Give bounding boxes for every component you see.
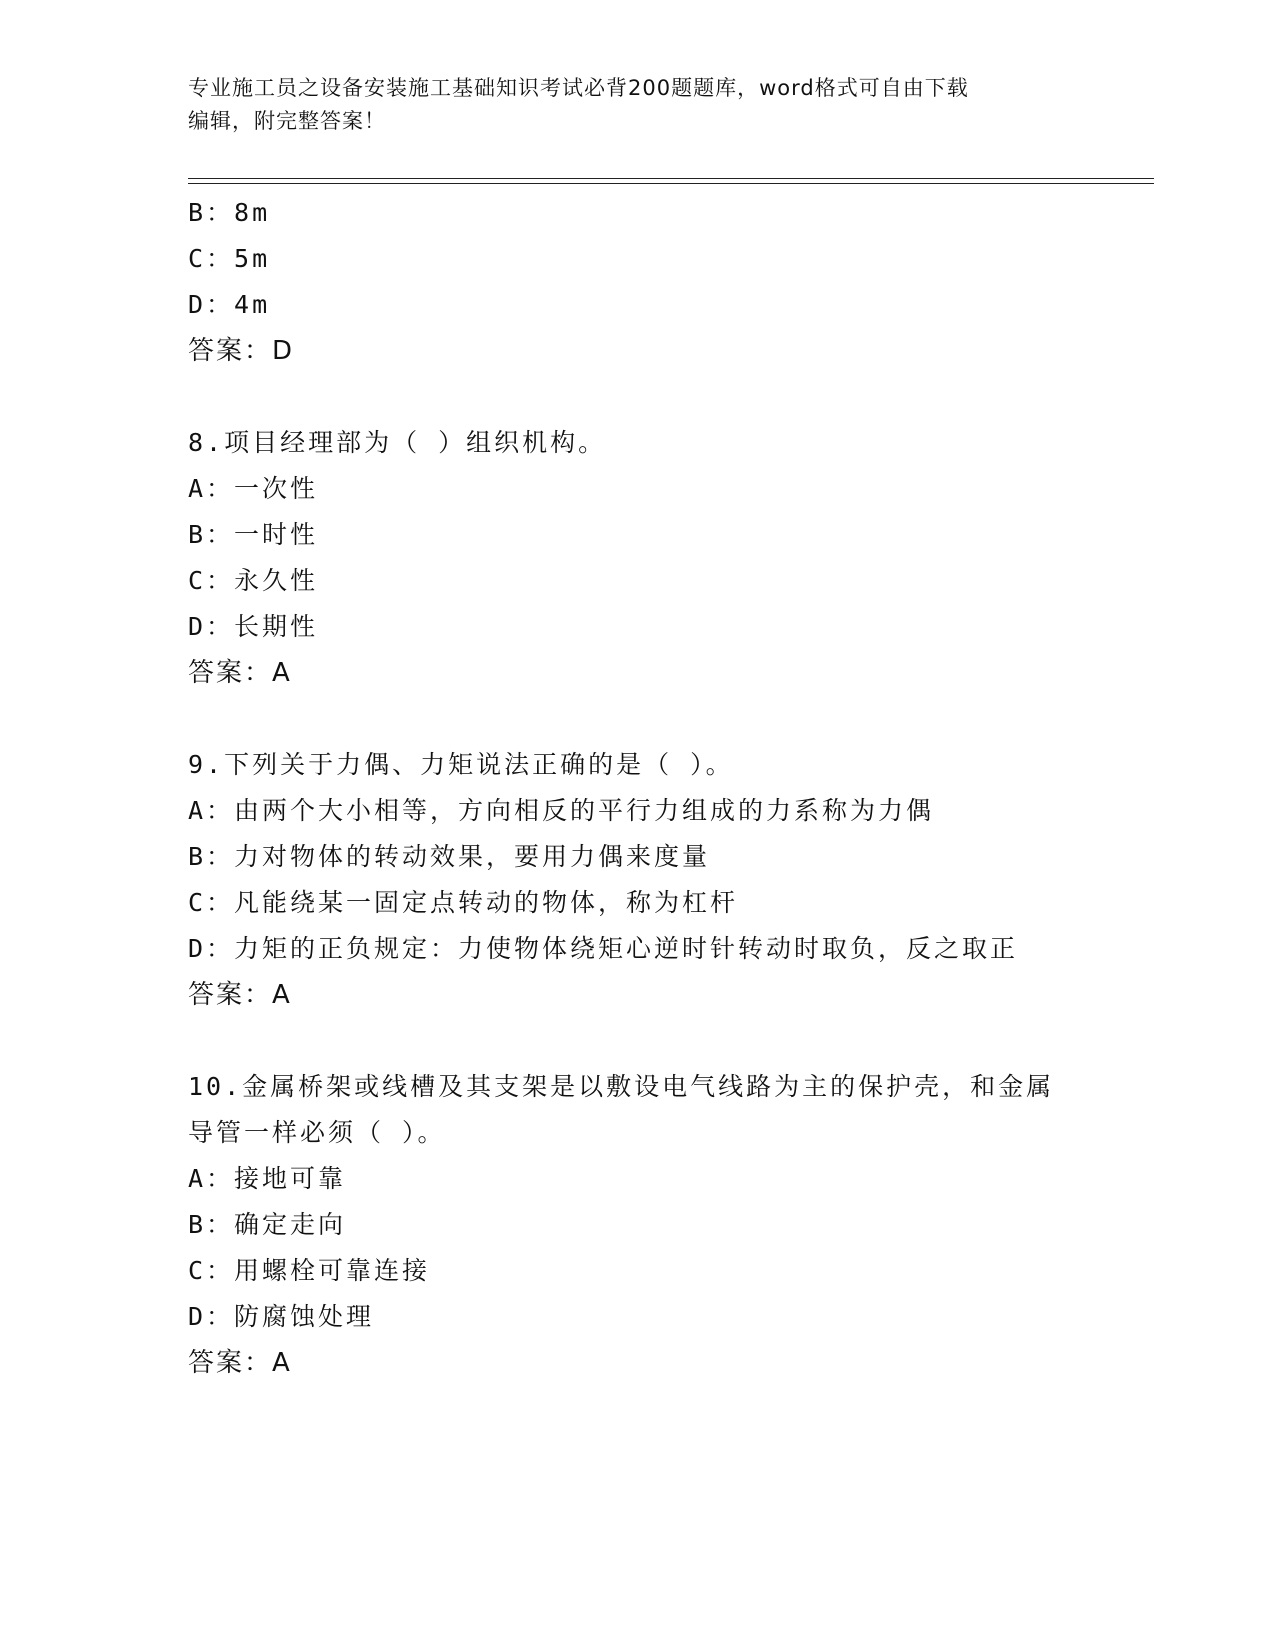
option-c: C：凡能绕某一固定点转动的物体，称为杠杆 [188,888,739,917]
question-block-8 [188,420,1088,696]
question-block-9 [188,742,1088,1018]
option-d: D：力矩的正负规定：力使物体绕矩心逆时针转动时取负，反之取正 [188,934,1019,963]
document-header [188,72,1088,138]
answer: 答案：A [188,658,292,688]
header-rule-top [188,178,1154,179]
option-a: A：一次性 [188,474,319,503]
question-block-10 [188,1064,1088,1386]
question-stem-line-2: 导管一样必须（ ）。 [188,1118,446,1147]
document-body [188,190,1088,1386]
option-d: D：防腐蚀处理 [188,1302,375,1331]
header-rule-bottom [188,183,1154,184]
option-c: C：用螺栓可靠连接 [188,1256,431,1285]
answer: 答案：D [188,336,295,366]
question-block-prev [188,190,1088,374]
option-b: B：一时性 [188,520,319,549]
option-d: D：4m [188,290,271,319]
spacer [188,696,1088,742]
question-stem: 8.项目经理部为（ ）组织机构。 [188,428,607,457]
spacer [188,1018,1088,1064]
option-b: B：确定走向 [188,1210,347,1239]
spacer [188,374,1088,420]
header-line-2: 编辑，附完整答案！ [188,109,386,133]
option-d: D：长期性 [188,612,319,641]
question-stem-line-1: 10.金属桥架或线槽及其支架是以敷设电气线路为主的保护壳，和金属 [188,1072,1055,1101]
option-a: A：由两个大小相等，方向相反的平行力组成的力系称为力偶 [188,796,935,825]
answer: 答案：A [188,980,292,1010]
option-a: A：接地可靠 [188,1164,347,1193]
option-b: B：8m [188,198,271,227]
answer: 答案：A [188,1348,292,1378]
option-b: B：力对物体的转动效果，要用力偶来度量 [188,842,711,871]
option-c: C：5m [188,244,271,273]
header-line-1: 专业施工员之设备安装施工基础知识考试必背200题题库，word格式可自由下载 [188,76,969,100]
question-stem: 9.下列关于力偶、力矩说法正确的是（ ）。 [188,750,734,779]
option-c: C：永久性 [188,566,319,595]
